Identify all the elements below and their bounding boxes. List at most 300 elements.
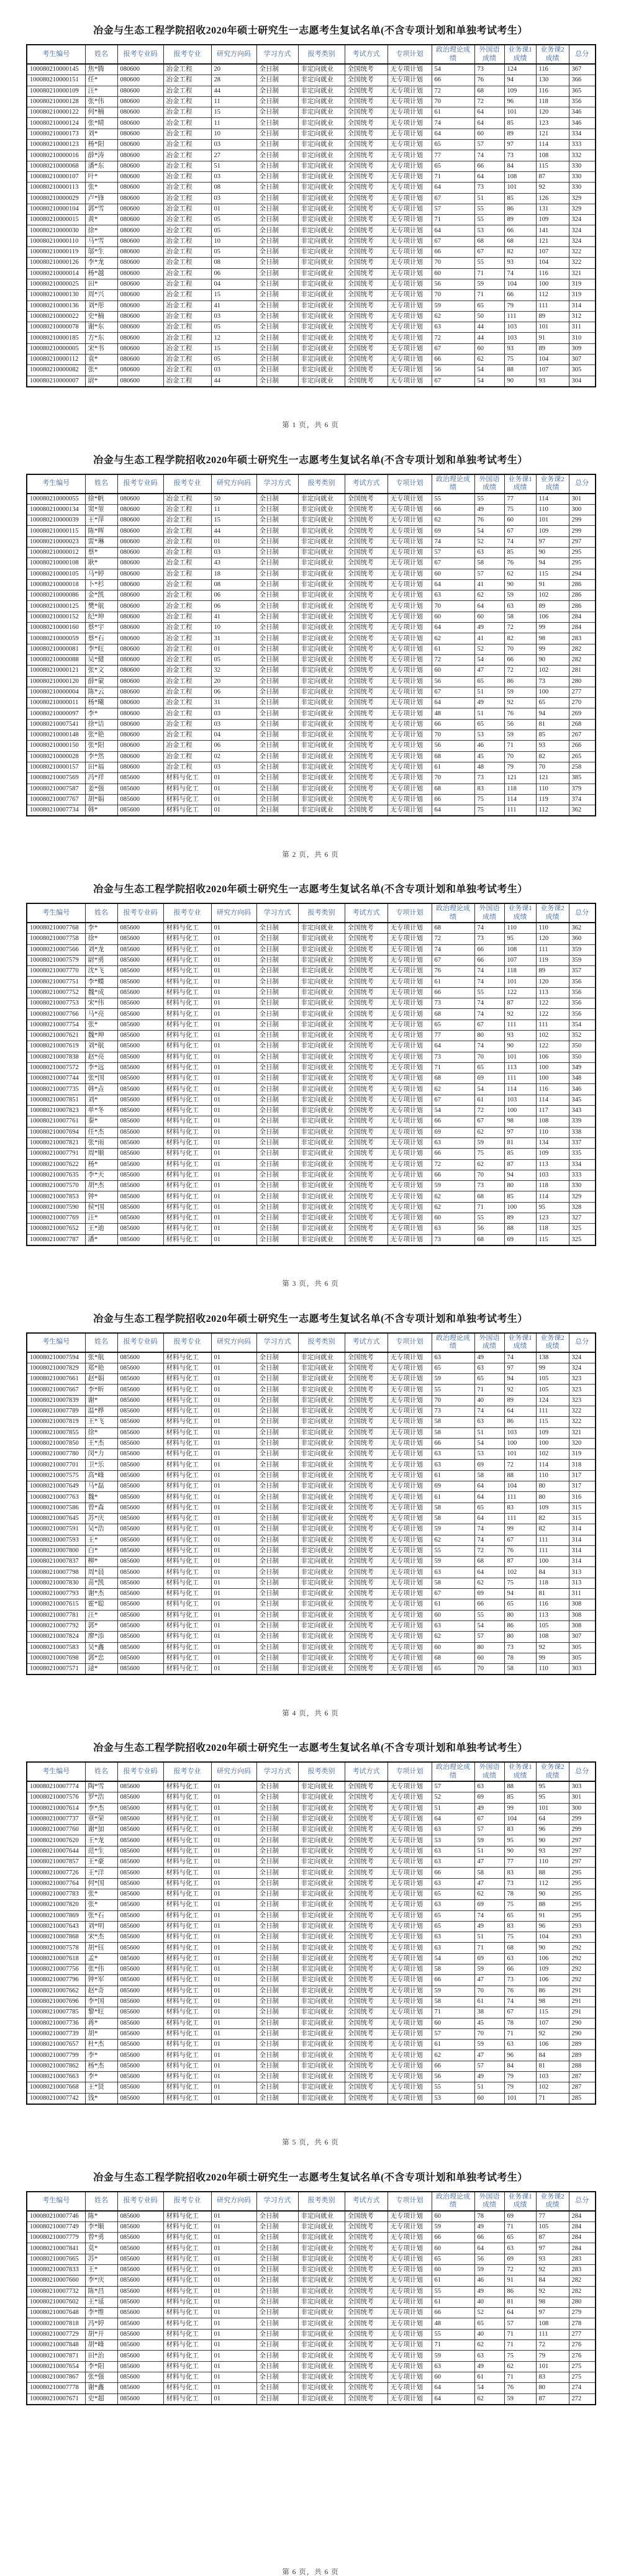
- cell-score-foreign-language: 64: [474, 601, 504, 612]
- cell-score-course2: 91: [536, 1910, 569, 1921]
- cell-name: 胡*: [85, 2028, 117, 2039]
- cell-score-total: 324: [569, 1352, 596, 1363]
- cell-candidate-id: 100080210000160: [27, 623, 85, 633]
- cell-name: 李*龙: [85, 258, 117, 268]
- cell-exam-mode: 全国统考: [345, 1632, 388, 1642]
- cell-candidate-id: 100080210007739: [27, 2028, 85, 2039]
- cell-major: 冶金工程: [163, 64, 211, 75]
- cell-score-course2: 118: [536, 96, 569, 107]
- cell-score-foreign-language: 71: [474, 1385, 504, 1395]
- cell-special-plan: 无专项计划: [388, 612, 432, 622]
- cell-category: 非定向就业: [298, 140, 345, 150]
- cell-candidate-id: 100080210007618: [27, 1953, 85, 1964]
- cell-major: 材料与化工: [163, 1137, 211, 1148]
- cell-study-mode: 全日制: [256, 1653, 298, 1663]
- cell-special-plan: 无专项计划: [388, 1932, 432, 1943]
- cell-score-course2: 113: [536, 987, 569, 998]
- cell-category: 非定向就业: [298, 1149, 345, 1159]
- cell-candidate-id: 100080210007614: [27, 1803, 85, 1814]
- cell-score-total: 305: [569, 365, 596, 376]
- cell-major: 材料与化工: [163, 1427, 211, 1438]
- cell-score-politics: 74: [432, 118, 474, 129]
- cell-candidate-id: 100080210000108: [27, 558, 85, 569]
- cell-score-total: 309: [569, 343, 596, 354]
- cell-score-total: 297: [569, 1835, 596, 1846]
- cell-study-mode: 全日制: [256, 193, 298, 204]
- cell-exam-mode: 全国统考: [345, 1535, 388, 1545]
- cell-name: 刘*龙: [85, 944, 117, 955]
- table-row: [27, 1900, 596, 1910]
- cell-score-course2: 108: [536, 2318, 569, 2329]
- cell-major-code: 080600: [117, 698, 163, 708]
- column-header-2: 姓名: [85, 1762, 117, 1781]
- cell-score-course1: 76: [504, 708, 536, 719]
- cell-category: 非定向就业: [298, 1653, 345, 1663]
- cell-candidate-id: 100080210007652: [27, 1224, 85, 1234]
- cell-score-politics: 62: [432, 2050, 474, 2061]
- table-row: [27, 1953, 596, 1964]
- cell-major-code: 085600: [117, 1792, 163, 1803]
- cell-major: 材料与化工: [163, 1385, 211, 1395]
- cell-direction-code: 01: [211, 1632, 256, 1642]
- cell-score-total: 315: [569, 1503, 596, 1513]
- cell-study-mode: 全日制: [256, 2383, 298, 2393]
- cell-direction-code: 01: [211, 2082, 256, 2093]
- cell-name: 李*维: [85, 2308, 117, 2318]
- cell-score-course2: 123: [536, 1213, 569, 1224]
- cell-special-plan: 无专项计划: [388, 1095, 432, 1105]
- cell-direction-code: 01: [211, 1159, 256, 1170]
- cell-exam-mode: 全国统考: [345, 2393, 388, 2405]
- cell-candidate-id: 100080210007566: [27, 944, 85, 955]
- cell-score-foreign-language: 51: [474, 1427, 504, 1438]
- cell-candidate-id: 100080210007763: [27, 1492, 85, 1503]
- cell-candidate-id: 100080210007660: [27, 2275, 85, 2286]
- cell-score-course2: 85: [536, 730, 569, 741]
- cell-direction-code: 10: [211, 623, 256, 633]
- cell-special-plan: 无专项计划: [388, 1191, 432, 1202]
- cell-category: 非定向就业: [298, 1900, 345, 1910]
- cell-major-code: 085600: [117, 2393, 163, 2405]
- cell-score-total: 274: [569, 2383, 596, 2393]
- table-row: [27, 2018, 596, 2028]
- cell-major: 冶金工程: [163, 633, 211, 644]
- cell-direction-code: 04: [211, 730, 256, 741]
- table-row: [27, 1095, 596, 1105]
- cell-score-course1: 94: [504, 1170, 536, 1180]
- cell-score-course1: 79: [504, 762, 536, 772]
- candidate-table: [26, 474, 596, 817]
- cell-name: 胡*钰: [85, 1943, 117, 1953]
- table-row: [27, 225, 596, 236]
- cell-score-course1: 68: [504, 1943, 536, 1953]
- cell-score-course2: 104: [536, 355, 569, 365]
- cell-score-course2: 80: [536, 1481, 569, 1492]
- cell-category: 非定向就业: [298, 1395, 345, 1406]
- cell-study-mode: 全日制: [256, 1964, 298, 1975]
- cell-name: 李*顺: [85, 2221, 117, 2232]
- cell-score-course1: 71: [504, 2221, 536, 2232]
- cell-category: 非定向就业: [298, 515, 345, 526]
- cell-score-course1: 86: [504, 204, 536, 214]
- cell-score-foreign-language: 72: [474, 1545, 504, 1556]
- cell-major: 冶金工程: [163, 279, 211, 289]
- cell-name: 李*: [85, 708, 117, 719]
- cell-score-total: 292: [569, 1953, 596, 1964]
- cell-category: 非定向就业: [298, 1084, 345, 1095]
- cell-score-course2: 114: [536, 1191, 569, 1202]
- cell-study-mode: 全日制: [256, 2308, 298, 2318]
- table-row: [27, 1910, 596, 1921]
- cell-category: 非定向就业: [298, 998, 345, 1009]
- cell-score-course1: 96: [504, 96, 536, 107]
- cell-study-mode: 全日制: [256, 966, 298, 977]
- cell-direction-code: 01: [211, 1503, 256, 1513]
- cell-major: 材料与化工: [163, 1481, 211, 1492]
- cell-category: 非定向就业: [298, 1825, 345, 1835]
- table-row: [27, 1202, 596, 1213]
- cell-candidate-id: 100080210000068: [27, 161, 85, 171]
- table-row: [27, 2050, 596, 2061]
- cell-direction-code: 03: [211, 547, 256, 558]
- cell-major: 材料与化工: [163, 1910, 211, 1921]
- cell-candidate-id: 100080210007871: [27, 2351, 85, 2361]
- column-header-7: 报考类别: [298, 1333, 345, 1352]
- cell-special-plan: 无专项计划: [388, 730, 432, 741]
- cell-exam-mode: 全国统考: [345, 1449, 388, 1460]
- cell-special-plan: 无专项计划: [388, 171, 432, 182]
- cell-special-plan: 无专项计划: [388, 762, 432, 772]
- cell-score-total: 292: [569, 1943, 596, 1953]
- cell-score-politics: 73: [432, 1234, 474, 1245]
- cell-score-foreign-language: 83: [474, 784, 504, 794]
- cell-score-course1: 85: [504, 1149, 536, 1159]
- cell-score-politics: 55: [432, 2329, 474, 2339]
- cell-special-plan: 无专项计划: [388, 1170, 432, 1180]
- cell-score-course1: 83: [504, 1503, 536, 1513]
- cell-study-mode: 全日制: [256, 1589, 298, 1599]
- cell-major-code: 085600: [117, 1406, 163, 1416]
- cell-name: 魏*坤: [85, 1030, 117, 1041]
- table-row: [27, 129, 596, 139]
- cell-score-total: 299: [569, 1814, 596, 1824]
- cell-score-course2: 114: [536, 494, 569, 505]
- cell-category: 非定向就业: [298, 311, 345, 322]
- cell-major: 材料与化工: [163, 934, 211, 944]
- column-header-3: 报考专业码: [117, 2192, 163, 2211]
- cell-study-mode: 全日制: [256, 2211, 298, 2222]
- cell-special-plan: 无专项计划: [388, 268, 432, 279]
- cell-score-foreign-language: 74: [474, 1041, 504, 1052]
- cell-category: 非定向就业: [298, 1792, 345, 1803]
- cell-special-plan: 无专项计划: [388, 1460, 432, 1470]
- cell-direction-code: 44: [211, 86, 256, 96]
- cell-major: 材料与化工: [163, 1095, 211, 1105]
- cell-score-foreign-language: 61: [474, 1996, 504, 2007]
- cell-score-politics: 66: [432, 504, 474, 515]
- cell-score-politics: 61: [432, 1492, 474, 1503]
- cell-score-course2: 105: [536, 1385, 569, 1395]
- cell-direction-code: 01: [211, 2286, 256, 2297]
- cell-name: 薛*涛: [85, 150, 117, 161]
- page-5: [0, 1717, 621, 2147]
- cell-score-course2: 81: [536, 1589, 569, 1599]
- cell-major: 材料与化工: [163, 1589, 211, 1599]
- column-header-7: 报考类别: [298, 903, 345, 923]
- cell-direction-code: 03: [211, 311, 256, 322]
- cell-score-politics: 67: [432, 558, 474, 569]
- table-row: [27, 236, 596, 246]
- cell-special-plan: 无专项计划: [388, 676, 432, 687]
- cell-score-total: 362: [569, 923, 596, 934]
- cell-direction-code: 01: [211, 1363, 256, 1373]
- cell-major: 材料与化工: [163, 1986, 211, 1996]
- cell-special-plan: 无专项计划: [388, 2061, 432, 2071]
- cell-score-politics: 71: [432, 215, 474, 225]
- cell-score-politics: 62: [432, 1191, 474, 1202]
- cell-study-mode: 全日制: [256, 2007, 298, 2018]
- table-row: [27, 2072, 596, 2082]
- cell-name: 方*东: [85, 333, 117, 343]
- cell-exam-mode: 全国统考: [345, 2061, 388, 2071]
- cell-special-plan: 无专项计划: [388, 536, 432, 547]
- cell-score-course2: 95: [536, 1202, 569, 1213]
- cell-major-code: 085600: [117, 2264, 163, 2275]
- cell-direction-code: 01: [211, 2233, 256, 2243]
- cell-score-course2: 88: [536, 1900, 569, 1910]
- cell-name: 胡*娟: [85, 794, 117, 805]
- cell-study-mode: 全日制: [256, 1073, 298, 1084]
- table-row: [27, 75, 596, 86]
- cell-study-mode: 全日制: [256, 536, 298, 547]
- cell-study-mode: 全日制: [256, 343, 298, 354]
- cell-major: 冶金工程: [163, 569, 211, 579]
- cell-category: 非定向就业: [298, 504, 345, 515]
- cell-score-course1: 90: [504, 1041, 536, 1052]
- cell-study-mode: 全日制: [256, 322, 298, 333]
- cell-score-foreign-language: 73: [474, 1181, 504, 1191]
- cell-major-code: 085600: [117, 784, 163, 794]
- cell-special-plan: 无专项计划: [388, 1009, 432, 1019]
- cell-category: 非定向就业: [298, 987, 345, 998]
- cell-score-course2: 113: [536, 1159, 569, 1170]
- cell-score-total: 269: [569, 708, 596, 719]
- cell-major-code: 085600: [117, 1535, 163, 1545]
- cell-name: 陈*昌: [85, 2286, 117, 2297]
- cell-name: 沈*飞: [85, 966, 117, 977]
- cell-major: 冶金工程: [163, 343, 211, 354]
- cell-candidate-id: 100080210007792: [27, 1620, 85, 1631]
- cell-special-plan: 无专项计划: [388, 998, 432, 1009]
- cell-candidate-id: 100080210007800: [27, 1545, 85, 1556]
- cell-score-course1: 101: [504, 1052, 536, 1062]
- cell-name: 李*远: [85, 1062, 117, 1073]
- table-row: [27, 579, 596, 590]
- cell-score-total: 286: [569, 579, 596, 590]
- cell-special-plan: 无专项计划: [388, 2275, 432, 2286]
- cell-candidate-id: 100080210007729: [27, 2329, 85, 2339]
- table-row: [27, 1557, 596, 1567]
- cell-score-politics: 70: [432, 730, 474, 741]
- cell-major: 材料与化工: [163, 1653, 211, 1663]
- cell-score-foreign-language: 54: [474, 1084, 504, 1095]
- cell-major: 冶金工程: [163, 215, 211, 225]
- cell-score-course2: 92: [536, 1642, 569, 1653]
- cell-special-plan: 无专项计划: [388, 193, 432, 204]
- cell-score-course1: 68: [504, 236, 536, 246]
- cell-score-politics: 69: [432, 526, 474, 536]
- cell-major-code: 085600: [117, 1878, 163, 1889]
- cell-major-code: 080600: [117, 579, 163, 590]
- cell-category: 非定向就业: [298, 1535, 345, 1545]
- cell-major-code: 085600: [117, 1975, 163, 1986]
- cell-candidate-id: 100080210007602: [27, 2297, 85, 2307]
- cell-exam-mode: 全国统考: [345, 1664, 388, 1675]
- cell-exam-mode: 全国统考: [345, 1052, 388, 1062]
- cell-score-total: 282: [569, 654, 596, 665]
- cell-name: 张*伟: [85, 1964, 117, 1975]
- cell-score-course1: 66: [504, 1964, 536, 1975]
- table-row: [27, 966, 596, 977]
- cell-score-course2: 87: [536, 2233, 569, 2243]
- cell-study-mode: 全日制: [256, 1846, 298, 1856]
- cell-direction-code: 11: [211, 96, 256, 107]
- cell-study-mode: 全日制: [256, 301, 298, 311]
- cell-name: 秦*: [85, 1116, 117, 1127]
- cell-score-course2: 113: [536, 1610, 569, 1620]
- cell-score-politics: 61: [432, 762, 474, 772]
- cell-category: 非定向就业: [298, 1052, 345, 1062]
- cell-exam-mode: 全国统考: [345, 741, 388, 751]
- cell-name: 雷*琳: [85, 536, 117, 547]
- cell-score-total: 314: [569, 1545, 596, 1556]
- cell-score-course2: 70: [536, 762, 569, 772]
- cell-special-plan: 无专项计划: [388, 2297, 432, 2307]
- cell-study-mode: 全日制: [256, 601, 298, 612]
- cell-score-foreign-language: 59: [474, 1835, 504, 1846]
- cell-category: 非定向就业: [298, 1234, 345, 1245]
- cell-candidate-id: 100080210007575: [27, 1470, 85, 1481]
- cell-major: 材料与化工: [163, 1170, 211, 1180]
- cell-exam-mode: 全国统考: [345, 1599, 388, 1610]
- cell-special-plan: 无专项计划: [388, 1213, 432, 1224]
- cell-score-politics: 61: [432, 107, 474, 118]
- cell-score-politics: 64: [432, 225, 474, 236]
- cell-study-mode: 全日制: [256, 1889, 298, 1899]
- table-row: [27, 944, 596, 955]
- cell-score-total: 258: [569, 762, 596, 772]
- cell-direction-code: 01: [211, 1073, 256, 1084]
- cell-candidate-id: 100080210000119: [27, 247, 85, 258]
- cell-score-course2: 82: [536, 1513, 569, 1524]
- cell-score-foreign-language: 54: [474, 1620, 504, 1631]
- cell-study-mode: 全日制: [256, 2393, 298, 2405]
- table-row: [27, 1417, 596, 1427]
- cell-name: 汪*: [85, 1610, 117, 1620]
- cell-exam-mode: 全国统考: [345, 494, 388, 505]
- cell-special-plan: 无专项计划: [388, 2372, 432, 2382]
- cell-special-plan: 无专项计划: [388, 741, 432, 751]
- cell-category: 非定向就业: [298, 236, 345, 246]
- cell-exam-mode: 全国统考: [345, 1878, 388, 1889]
- cell-direction-code: 01: [211, 794, 256, 805]
- cell-direction-code: 41: [211, 301, 256, 311]
- cell-score-total: 356: [569, 977, 596, 987]
- cell-candidate-id: 100080210007753: [27, 998, 85, 1009]
- cell-category: 非定向就业: [298, 75, 345, 86]
- cell-score-foreign-language: 64: [474, 171, 504, 182]
- cell-candidate-id: 100080210007635: [27, 1170, 85, 1180]
- cell-score-course1: 79: [504, 301, 536, 311]
- cell-score-total: 284: [569, 2243, 596, 2254]
- cell-name: 邬*生: [85, 247, 117, 258]
- cell-direction-code: 01: [211, 1653, 256, 1663]
- cell-score-course2: 86: [536, 1986, 569, 1996]
- cell-category: 非定向就业: [298, 1889, 345, 1899]
- cell-major-code: 085600: [117, 1363, 163, 1373]
- table-row: [27, 633, 596, 644]
- cell-score-course1: 72: [504, 623, 536, 633]
- column-header-4: 报考专业: [163, 1333, 211, 1352]
- cell-category: 非定向就业: [298, 2028, 345, 2039]
- cell-score-course1: 100: [504, 1106, 536, 1116]
- cell-name: 何*国: [85, 1878, 117, 1889]
- cell-name: 钟*: [85, 1191, 117, 1202]
- cell-score-foreign-language: 62: [474, 590, 504, 601]
- cell-score-total: 287: [569, 2072, 596, 2082]
- cell-score-total: 320: [569, 1438, 596, 1448]
- cell-exam-mode: 全国统考: [345, 258, 388, 268]
- cell-candidate-id: 100080210007764: [27, 1878, 85, 1889]
- cell-major-code: 080600: [117, 161, 163, 171]
- cell-exam-mode: 全国统考: [345, 268, 388, 279]
- cell-score-course1: 102: [504, 1567, 536, 1578]
- cell-score-total: 283: [569, 2254, 596, 2264]
- cell-name: 窦*堃: [85, 504, 117, 515]
- cell-category: 非定向就业: [298, 1449, 345, 1460]
- cell-score-course1: 111: [504, 805, 536, 816]
- cell-score-course1: 75: [504, 1900, 536, 1910]
- cell-name: 李*然: [85, 751, 117, 762]
- cell-direction-code: 01: [211, 1535, 256, 1545]
- cell-score-course2: 108: [536, 1632, 569, 1642]
- cell-study-mode: 全日制: [256, 1224, 298, 1234]
- cell-direction-code: 01: [211, 1427, 256, 1438]
- column-header-4: 报考专业: [163, 45, 211, 64]
- cell-candidate-id: 100080210007578: [27, 1943, 85, 1953]
- cell-category: 非定向就业: [298, 1191, 345, 1202]
- cell-direction-code: 01: [211, 2297, 256, 2307]
- cell-score-foreign-language: 74: [474, 923, 504, 934]
- cell-special-plan: 无专项计划: [388, 784, 432, 794]
- cell-score-total: 282: [569, 2275, 596, 2286]
- cell-exam-mode: 全国统考: [345, 376, 388, 387]
- cell-major-code: 085600: [117, 1503, 163, 1513]
- cell-score-course2: 120: [536, 977, 569, 987]
- cell-direction-code: 01: [211, 1557, 256, 1567]
- cell-name: 马*雪: [85, 236, 117, 246]
- cell-special-plan: 无专项计划: [388, 2028, 432, 2039]
- cell-candidate-id: 100080210000110: [27, 236, 85, 246]
- table-row: [27, 140, 596, 150]
- cell-exam-mode: 全国统考: [345, 1846, 388, 1856]
- table-row: [27, 1374, 596, 1385]
- cell-score-foreign-language: 57: [474, 569, 504, 579]
- cell-score-politics: 67: [432, 687, 474, 697]
- cell-score-course1: 101: [504, 2093, 536, 2104]
- cell-score-course1: 99: [504, 1803, 536, 1814]
- cell-special-plan: 无专项计划: [388, 1159, 432, 1170]
